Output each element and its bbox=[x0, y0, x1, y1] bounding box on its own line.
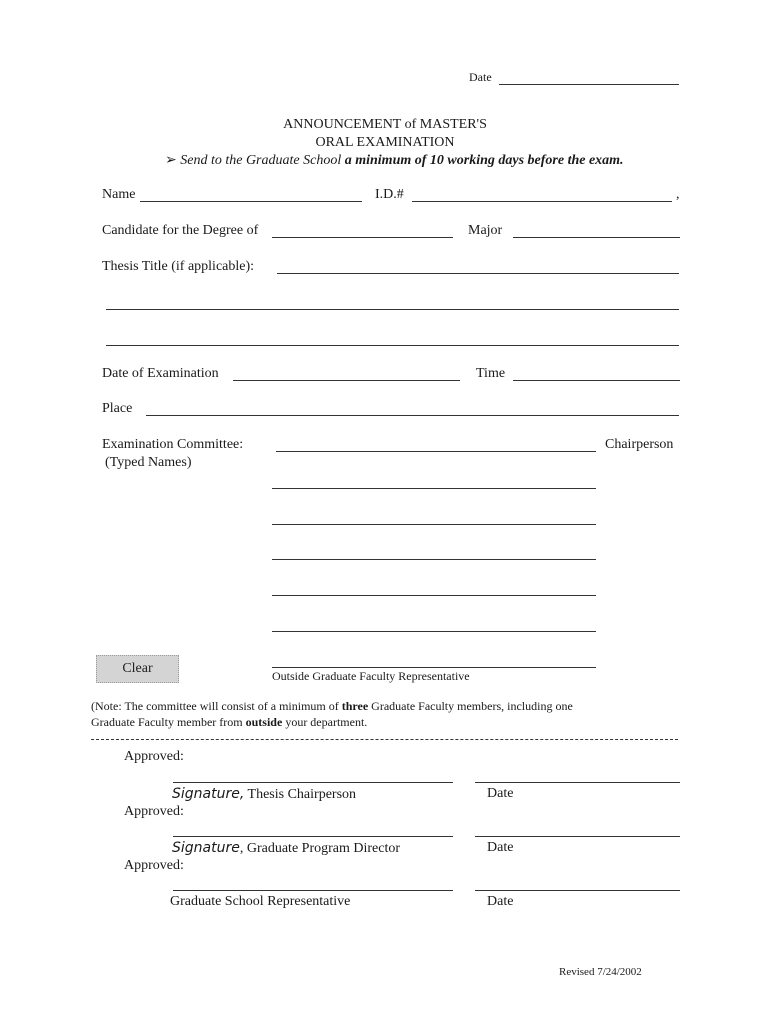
program-director-signature-label bbox=[172, 840, 400, 857]
thesis-chair-signature-label bbox=[172, 786, 356, 803]
id-comma: , bbox=[676, 187, 680, 202]
id-field[interactable] bbox=[412, 187, 672, 202]
note-text: your department. bbox=[282, 715, 368, 729]
major-label: Major bbox=[468, 223, 503, 238]
note-text: (Note: The committee will consist of a minimum of bbox=[91, 699, 342, 713]
thesis-title-field-2[interactable] bbox=[106, 295, 679, 310]
id-label: I.D.# bbox=[375, 187, 404, 202]
instruction-emphasis: a minimum of 10 working days before the exam. bbox=[344, 153, 624, 168]
date-label-2: Date bbox=[487, 840, 514, 855]
thesis-chair-signature-field[interactable] bbox=[173, 768, 453, 783]
place-label: Place bbox=[102, 401, 133, 416]
title-line-1: ANNOUNCEMENT of MASTER'S bbox=[283, 117, 487, 132]
place-field[interactable] bbox=[146, 401, 679, 416]
note-emphasis-three: three bbox=[341, 699, 369, 713]
note-line-2 bbox=[91, 715, 367, 730]
approved-label-1: Approved: bbox=[124, 749, 184, 764]
clear-button[interactable]: Clear bbox=[96, 655, 179, 683]
revised-date: Revised 7/24/2002 bbox=[559, 966, 642, 978]
signature-role: , Graduate Program Director bbox=[239, 841, 401, 856]
program-director-date-field[interactable] bbox=[475, 822, 680, 837]
committee-sublabel: (Typed Names) bbox=[105, 455, 192, 470]
outside-rep-label: Outside Graduate Faculty Representative bbox=[272, 669, 470, 683]
dashed-divider bbox=[91, 739, 678, 740]
degree-field[interactable] bbox=[272, 223, 453, 238]
note-text: Graduate Faculty members, including one bbox=[368, 699, 573, 713]
grad-school-rep-date-field[interactable] bbox=[475, 876, 680, 891]
degree-label: Candidate for the Degree of bbox=[102, 223, 259, 238]
thesis-chair-date-field[interactable] bbox=[475, 768, 680, 783]
program-director-signature-field[interactable] bbox=[173, 822, 453, 837]
thesis-title-field-3[interactable] bbox=[106, 331, 679, 346]
committee-member-field-3[interactable] bbox=[272, 545, 596, 560]
approved-label-3: Approved: bbox=[124, 858, 184, 873]
date-label-3: Date bbox=[487, 894, 514, 909]
exam-date-label: Date of Examination bbox=[102, 366, 219, 381]
instruction-text: Send to the Graduate School bbox=[180, 153, 345, 168]
note-line-1 bbox=[91, 699, 573, 714]
outside-rep-field[interactable] bbox=[272, 653, 596, 668]
note-emphasis-outside: outside bbox=[245, 715, 283, 729]
major-field[interactable] bbox=[513, 223, 680, 238]
time-label: Time bbox=[476, 366, 506, 381]
title-line-2: ORAL EXAMINATION bbox=[315, 135, 455, 150]
exam-date-field[interactable] bbox=[233, 366, 460, 381]
chairperson-label: Chairperson bbox=[605, 437, 674, 452]
time-field[interactable] bbox=[513, 366, 680, 381]
signature-word: Signature bbox=[172, 840, 240, 856]
signature-role: Thesis Chairperson bbox=[244, 787, 357, 802]
committee-member-field-4[interactable] bbox=[272, 581, 596, 596]
signature-word: Signature, bbox=[172, 786, 245, 802]
committee-member-field-5[interactable] bbox=[272, 617, 596, 632]
approved-label-2: Approved: bbox=[124, 804, 184, 819]
date-field[interactable] bbox=[499, 70, 679, 85]
instruction bbox=[165, 152, 624, 169]
note-text: Graduate Faculty member from bbox=[91, 715, 246, 729]
committee-label: Examination Committee: bbox=[102, 437, 244, 452]
grad-school-rep-signature-field[interactable] bbox=[173, 876, 453, 891]
committee-member-field-1[interactable] bbox=[272, 474, 596, 489]
date-label: Date bbox=[469, 70, 492, 84]
date-label-1: Date bbox=[487, 786, 514, 801]
committee-chair-field[interactable] bbox=[276, 437, 596, 452]
name-label: Name bbox=[102, 187, 136, 202]
committee-member-field-2[interactable] bbox=[272, 510, 596, 525]
thesis-title-field-1[interactable] bbox=[277, 259, 679, 274]
name-field[interactable] bbox=[140, 187, 362, 202]
arrow-bullet-icon: ➢ bbox=[165, 153, 177, 168]
grad-school-rep-label: Graduate School Representative bbox=[170, 894, 351, 909]
thesis-title-label: Thesis Title (if applicable): bbox=[102, 259, 255, 274]
